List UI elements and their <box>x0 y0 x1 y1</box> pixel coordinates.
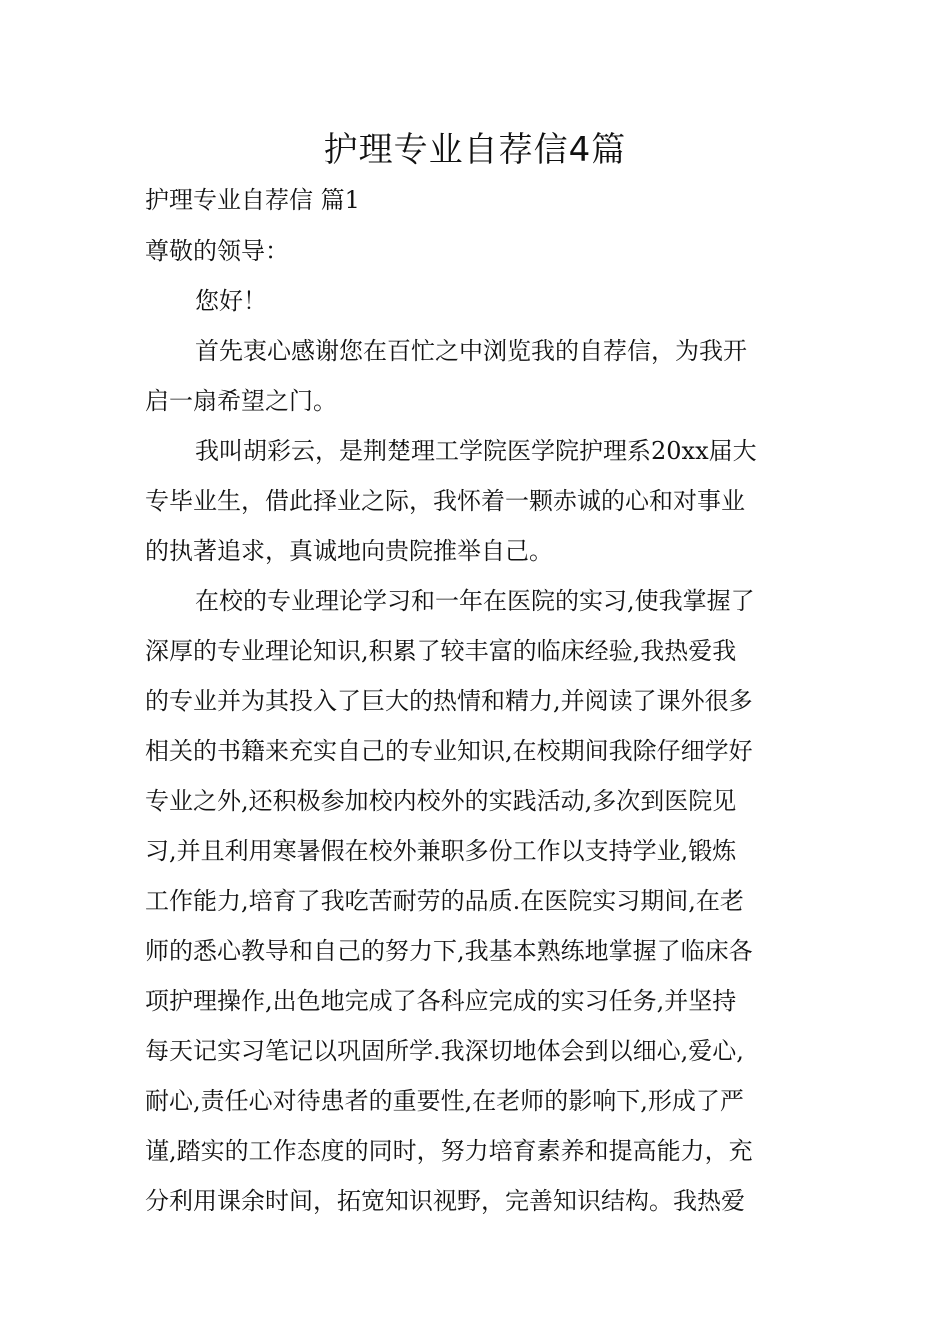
paragraph-3-line-10: 每天记实习笔记以巩固所学.我深切地体会到以细心,爱心, <box>145 1037 744 1065</box>
paragraph-3-line-3: 的专业并为其投入了巨大的热情和精力,并阅读了课外很多 <box>145 687 753 715</box>
paragraph-3-line-11: 耐心,责任心对待患者的重要性,在老师的影响下,形成了严 <box>145 1087 744 1115</box>
paragraph-3-line-1: 在校的专业理论学习和一年在医院的实习,使我掌握了 <box>195 587 755 615</box>
greeting: 您好！ <box>195 287 267 315</box>
paragraph-3-line-2: 深厚的专业理论知识,积累了较丰富的临床经验,我热爱我 <box>145 637 737 665</box>
paragraph-3-line-5: 专业之外,还积极参加校内校外的实践活动,多次到医院见 <box>145 787 737 815</box>
salutation: 尊敬的领导： <box>145 237 289 265</box>
paragraph-3-line-4: 相关的书籍来充实自己的专业知识,在校期间我除仔细学好 <box>145 737 753 765</box>
paragraph-3-line-6: 习,并且利用寒暑假在校外兼职多份工作以支持学业,锻炼 <box>145 837 737 865</box>
paragraph-3-line-7: 工作能力,培育了我吃苦耐劳的品质.在医院实习期间,在老 <box>145 887 744 915</box>
paragraph-1-line-1: 首先衷心感谢您在百忙之中浏览我的自荐信，为我开 <box>195 337 747 365</box>
paragraph-3-line-9: 项护理操作,出色地完成了各科应完成的实习任务,并坚持 <box>145 987 737 1015</box>
paragraph-2-line-1: 我叫胡彩云，是荆楚理工学院医学院护理系20xx届大 <box>195 437 757 465</box>
paragraph-1-line-2: 启一扇希望之门。 <box>145 387 337 415</box>
section-heading: 护理专业自荐信 篇1 <box>145 186 360 214</box>
paragraph-3-line-13: 分利用课余时间，拓宽知识视野，完善知识结构。我热爱 <box>145 1187 745 1215</box>
paragraph-2-line-2: 专毕业生，借此择业之际，我怀着一颗赤诚的心和对事业 <box>145 487 745 515</box>
paragraph-2-line-3: 的执著追求，真诚地向贵院推举自己。 <box>145 537 553 565</box>
paragraph-3-line-12: 谨,踏实的工作态度的同时，努力培育素养和提高能力，充 <box>145 1137 753 1165</box>
document-title: 护理专业自荐信4篇 <box>323 130 627 170</box>
paragraph-3-line-8: 师的悉心教导和自己的努力下,我基本熟练地掌握了临床各 <box>145 937 753 965</box>
